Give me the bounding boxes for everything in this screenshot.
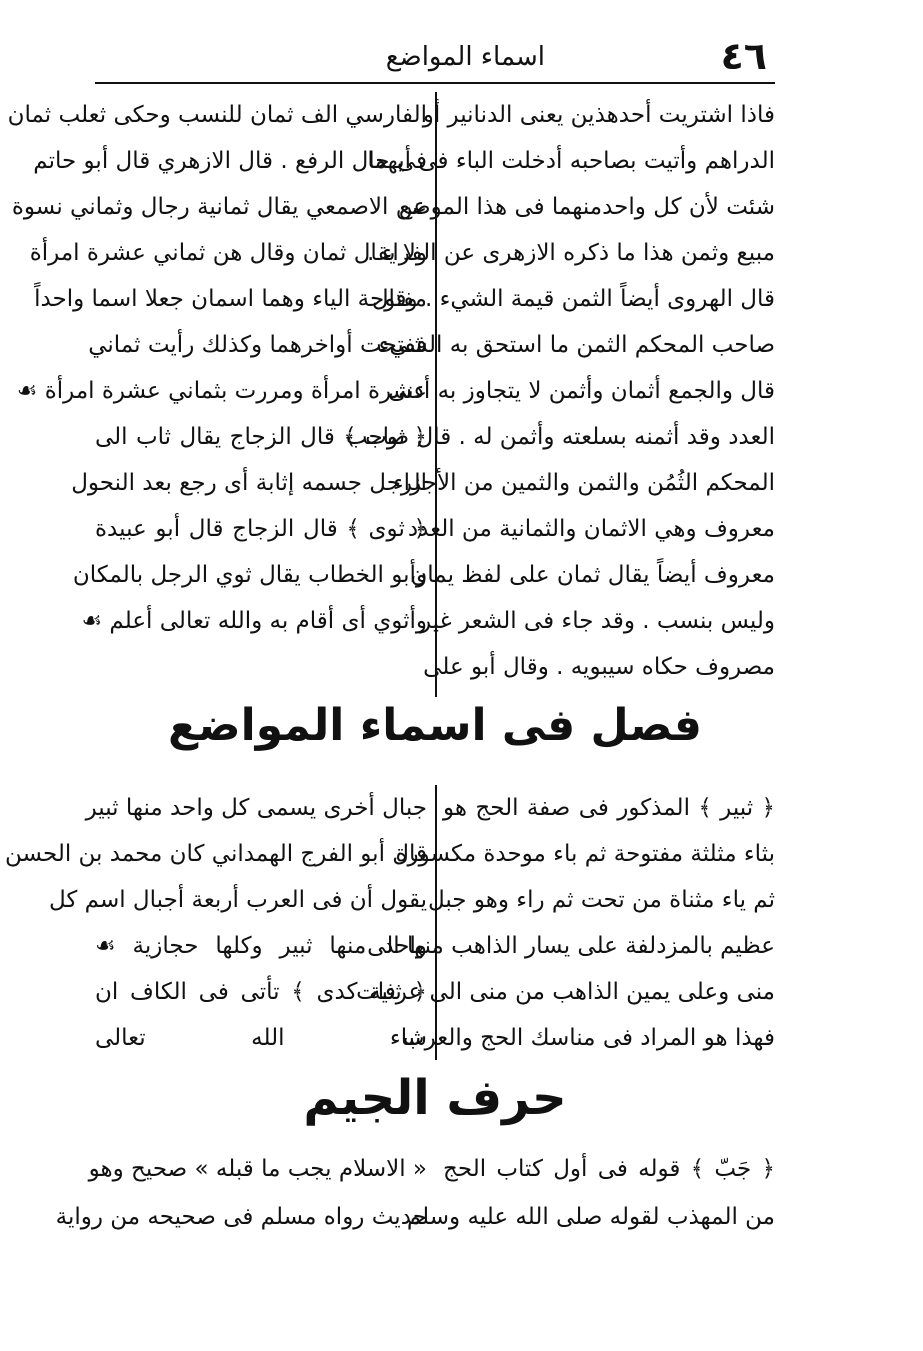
text-line: عظيم بالمزدلفة على يسار الذاهب منها الى	[367, 933, 775, 959]
text-line: عشرة امرأة ومررت بثماني عشرة امرأة ☙	[16, 378, 427, 404]
text-line: فى حال الرفع . قال الازهري قال أبو حاتم	[33, 148, 427, 174]
section-3	[55, 1145, 775, 1245]
right-column	[406, 1145, 775, 1241]
text-line: فهذا هو المراد فى مناسك الحج والعرب	[402, 1025, 775, 1051]
text-line: قال أبو الفرج الهمداني كان محمد بن الحسن	[4, 841, 427, 867]
text-line: مصروف حكاه سيبويه . وقال أبو على	[423, 654, 775, 680]
text-line: ﴿ ثوى ﴾ قال الزجاج قال أبو عبيدة	[95, 516, 427, 542]
text-line: معروف أيضاً يقال ثمان على لفظ يمان	[410, 562, 775, 588]
text-line: من المهذب لقوله صلى الله عليه وسلم	[406, 1204, 775, 1230]
text-line: منى وعلى يمين الذاهب من منى الى عرفات	[356, 979, 775, 1005]
header-rule	[95, 82, 775, 84]
text-line: ﴿ جَبّ ﴾ قوله فى أول كتاب الحج	[443, 1156, 775, 1182]
section-heading: فصل فى اسماء المواضع	[168, 700, 702, 751]
left-column	[4, 785, 427, 1061]
left-column	[7, 92, 427, 644]
text-line: ففتحت أواخرهما وكذلك رأيت ثماني	[88, 332, 427, 358]
text-line: حديث رواه مسلم فى صحيحه من رواية	[55, 1204, 427, 1230]
right-column	[345, 92, 775, 690]
text-line: ﴿ ثنية كدى ﴾ تأتى فى الكاف ان	[95, 979, 427, 1005]
text-line: شاء الله تعالى	[95, 1025, 427, 1051]
text-line: ﴿ ثوب ﴾ قال الزجاج يقال ثاب الى	[95, 424, 427, 450]
text-line: ولا يقال ثمان وقال هن ثماني عشرة امرأة	[29, 240, 427, 266]
section-1	[7, 92, 775, 697]
text-line: الفارسي الف ثمان للنسب وحكى ثعلب ثمان	[7, 102, 427, 128]
right-column	[356, 785, 775, 1061]
text-line: وأثوي أى أقام به والله تعالى أعلم ☙	[81, 608, 427, 634]
text-line: المحكم الثُمُن والثمن والثمين من الأجزاء	[392, 470, 775, 496]
text-line: بثاء مثلثة مفتوحة ثم باء موحدة مكسورة	[395, 841, 775, 867]
left-column	[55, 1145, 427, 1241]
text-line: عن الاصمعي يقال ثمانية رجال وثماني نسوة	[11, 194, 427, 220]
text-line: معروف وهي الاثمان والثمانية من العدد	[407, 516, 775, 542]
text-line: صاحب المحكم الثمن ما استحق به الشيء	[378, 332, 775, 358]
text-line: الرجل جسمه إثابة أى رجع بعد النحول	[71, 470, 427, 496]
text-line: ثم ياء مثناة من تحت ثم راء وهو جبل	[427, 887, 775, 913]
text-line: العدد وقد أثمنه بسلعته وأثمن له . قال صاحب	[345, 424, 775, 450]
chapter-heading: حرف الجيم	[303, 1070, 567, 1126]
page-header	[95, 30, 775, 80]
section-2	[4, 785, 775, 1060]
text-line: ﴿ ثبير ﴾ المذكور فى صفة الحج هو	[443, 795, 775, 821]
text-line: شئت لأن كل واحدمنهما فى هذا الموضع	[398, 194, 775, 220]
text-line: قال الهروى أيضاً الثمن قيمة الشيء . وقال	[371, 286, 775, 312]
column-divider	[435, 92, 437, 697]
text-line: يقول أن فى العرب أربعة أجبال اسم كل	[48, 887, 427, 913]
text-line: قال والجمع أثمان وأثمن لا يتجاوز به أدنى	[388, 378, 775, 404]
text-line: « الاسلام يجب ما قبله » صحيح وهو	[88, 1156, 427, 1182]
text-line: وليس بنسب . وقد جاء فى الشعر غير	[419, 608, 775, 634]
text-line: الدراهم وأتيت بصاحبه أدخلت الباء فى أيهما	[367, 148, 775, 174]
running-title: اسماء المواضع	[385, 42, 545, 72]
text-line: مفتوحة الياء وهما اسمان جعلا اسما واحداً	[34, 286, 427, 312]
page-number: ٤٦	[720, 34, 767, 78]
text-line: واحد منها ثبير وكلها حجازية ☙	[95, 933, 427, 959]
text-line: جبال أخرى يسمى كل واحد منها ثبير	[85, 795, 427, 821]
text-line: وأبو الخطاب يقال ثوي الرجل بالمكان	[72, 562, 427, 588]
text-line: مبيع وثمن هذا ما ذكره الازهرى عن الفراء .	[366, 240, 775, 266]
column-divider	[435, 785, 437, 1060]
text-line: فاذا اشتريت أحدهذين يعنى الدنانير أو	[422, 102, 775, 128]
